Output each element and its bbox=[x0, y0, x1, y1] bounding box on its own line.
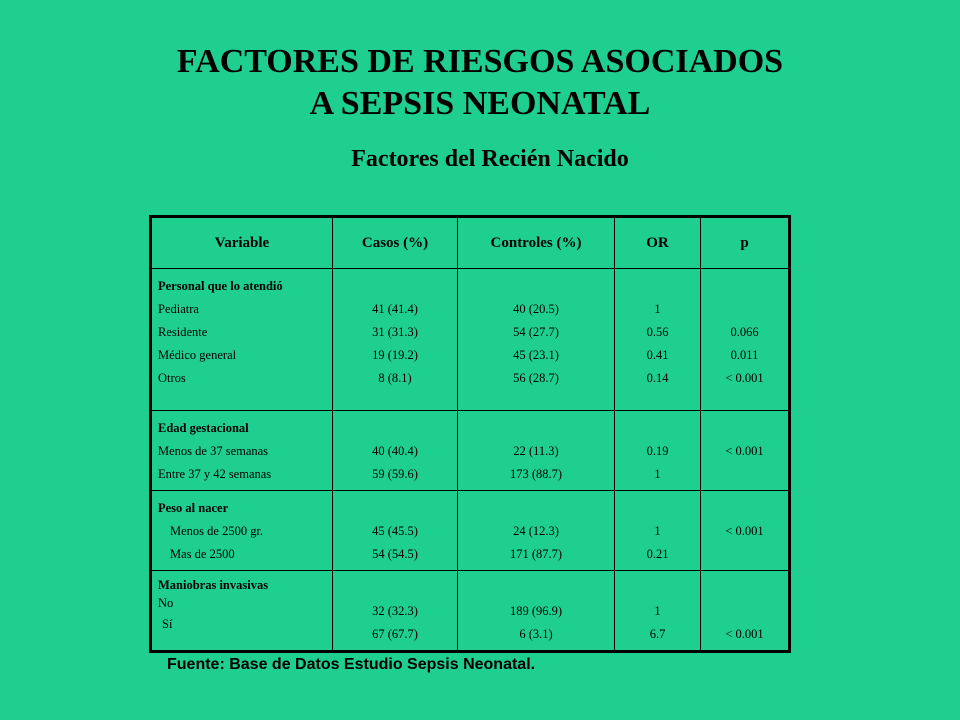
p-value: < 0.001 bbox=[725, 524, 764, 538]
controles-cell bbox=[458, 411, 615, 491]
variable-cell bbox=[151, 571, 333, 652]
casos-cell bbox=[333, 269, 458, 411]
group-heading: Edad gestacional bbox=[158, 421, 249, 435]
or-value: 1 bbox=[654, 467, 661, 481]
title-line-1: FACTORES DE RIESGOS ASOCIADOS bbox=[176, 43, 784, 80]
group-heading: Maniobras invasivas bbox=[158, 578, 269, 592]
or-cell bbox=[615, 269, 701, 411]
casos-value: 8 (8.1) bbox=[378, 371, 412, 385]
or-cell bbox=[615, 571, 701, 652]
list-item: Sí bbox=[162, 617, 173, 631]
table-row bbox=[151, 411, 790, 491]
casos-cell bbox=[333, 491, 458, 571]
controles-cell bbox=[458, 571, 615, 652]
table-header-row bbox=[151, 217, 790, 269]
table-row bbox=[151, 571, 790, 652]
controles-value: 22 (11.3) bbox=[513, 444, 559, 458]
variable-cell bbox=[151, 411, 333, 491]
header-or: OR bbox=[615, 217, 701, 269]
or-value: 0.56 bbox=[646, 325, 669, 339]
title-line-2: A SEPSIS NEONATAL bbox=[309, 85, 651, 122]
p-cell bbox=[701, 571, 790, 652]
or-value: 0.19 bbox=[646, 444, 669, 458]
variable-cell bbox=[151, 491, 333, 571]
casos-value: 54 (54.5) bbox=[372, 547, 418, 561]
list-item: Pediatra bbox=[158, 302, 199, 316]
or-value: 1 bbox=[654, 604, 661, 618]
list-item: Residente bbox=[158, 325, 208, 339]
casos-value: 45 (45.5) bbox=[372, 524, 418, 538]
group-heading: Personal que lo atendió bbox=[158, 279, 283, 293]
or-value: 0.14 bbox=[646, 371, 669, 385]
or-cell bbox=[615, 411, 701, 491]
controles-value: 173 (88.7) bbox=[509, 467, 563, 481]
p-value: < 0.001 bbox=[725, 371, 764, 385]
casos-value: 41 (41.4) bbox=[372, 302, 418, 316]
controles-cell bbox=[458, 269, 615, 411]
table-row bbox=[151, 269, 790, 411]
or-value: 6.7 bbox=[649, 627, 666, 641]
or-value: 0.21 bbox=[646, 547, 669, 561]
p-cell bbox=[701, 411, 790, 491]
p-value: 0.066 bbox=[730, 325, 759, 339]
or-cell bbox=[615, 491, 701, 571]
casos-cell bbox=[333, 571, 458, 652]
header-casos: Casos (%) bbox=[333, 217, 458, 269]
group-heading: Peso al nacer bbox=[158, 501, 229, 515]
casos-value: 59 (59.6) bbox=[372, 467, 418, 481]
p-cell bbox=[701, 491, 790, 571]
controles-value: 189 (96.9) bbox=[509, 604, 563, 618]
controles-value: 40 (20.5) bbox=[513, 302, 559, 316]
controles-value: 56 (28.7) bbox=[513, 371, 559, 385]
or-value: 1 bbox=[654, 524, 661, 538]
casos-value: 31 (31.3) bbox=[372, 325, 418, 339]
or-value: 0.41 bbox=[646, 348, 669, 362]
risk-factors-table bbox=[149, 215, 791, 653]
source-footer: Fuente: Base de Datos Estudio Sepsis Neonatal. bbox=[167, 656, 536, 673]
controles-value: 45 (23.1) bbox=[513, 348, 559, 362]
p-value: < 0.001 bbox=[725, 444, 764, 458]
list-item: Entre 37 y 42 semanas bbox=[158, 467, 272, 481]
casos-value: 32 (32.3) bbox=[372, 604, 418, 618]
p-value: 0.011 bbox=[730, 348, 759, 362]
p-value: < 0.001 bbox=[725, 627, 764, 641]
list-item: Mas de 2500 bbox=[170, 547, 235, 561]
list-item: Otros bbox=[158, 371, 186, 385]
casos-value: 19 (19.2) bbox=[372, 348, 418, 362]
or-value: 1 bbox=[654, 302, 661, 316]
controles-value: 24 (12.3) bbox=[513, 524, 559, 538]
controles-value: 54 (27.7) bbox=[513, 325, 559, 339]
variable-cell bbox=[151, 269, 333, 411]
list-item: Médico general bbox=[158, 348, 237, 362]
casos-value: 67 (67.7) bbox=[372, 627, 418, 641]
controles-value: 6 (3.1) bbox=[519, 627, 553, 641]
header-variable: Variable bbox=[151, 217, 333, 269]
header-controles: Controles (%) bbox=[458, 217, 615, 269]
controles-value: 171 (87.7) bbox=[509, 547, 563, 561]
list-item: No bbox=[158, 596, 174, 610]
p-cell bbox=[701, 269, 790, 411]
casos-value: 40 (40.4) bbox=[372, 444, 418, 458]
header-p: p bbox=[701, 217, 790, 269]
subtitle: Factores del Recién Nacido bbox=[351, 146, 629, 172]
table-row bbox=[151, 491, 790, 571]
controles-cell bbox=[458, 491, 615, 571]
casos-cell bbox=[333, 411, 458, 491]
list-item: Menos de 37 semanas bbox=[158, 444, 269, 458]
list-item: Menos de 2500 gr. bbox=[170, 524, 264, 538]
